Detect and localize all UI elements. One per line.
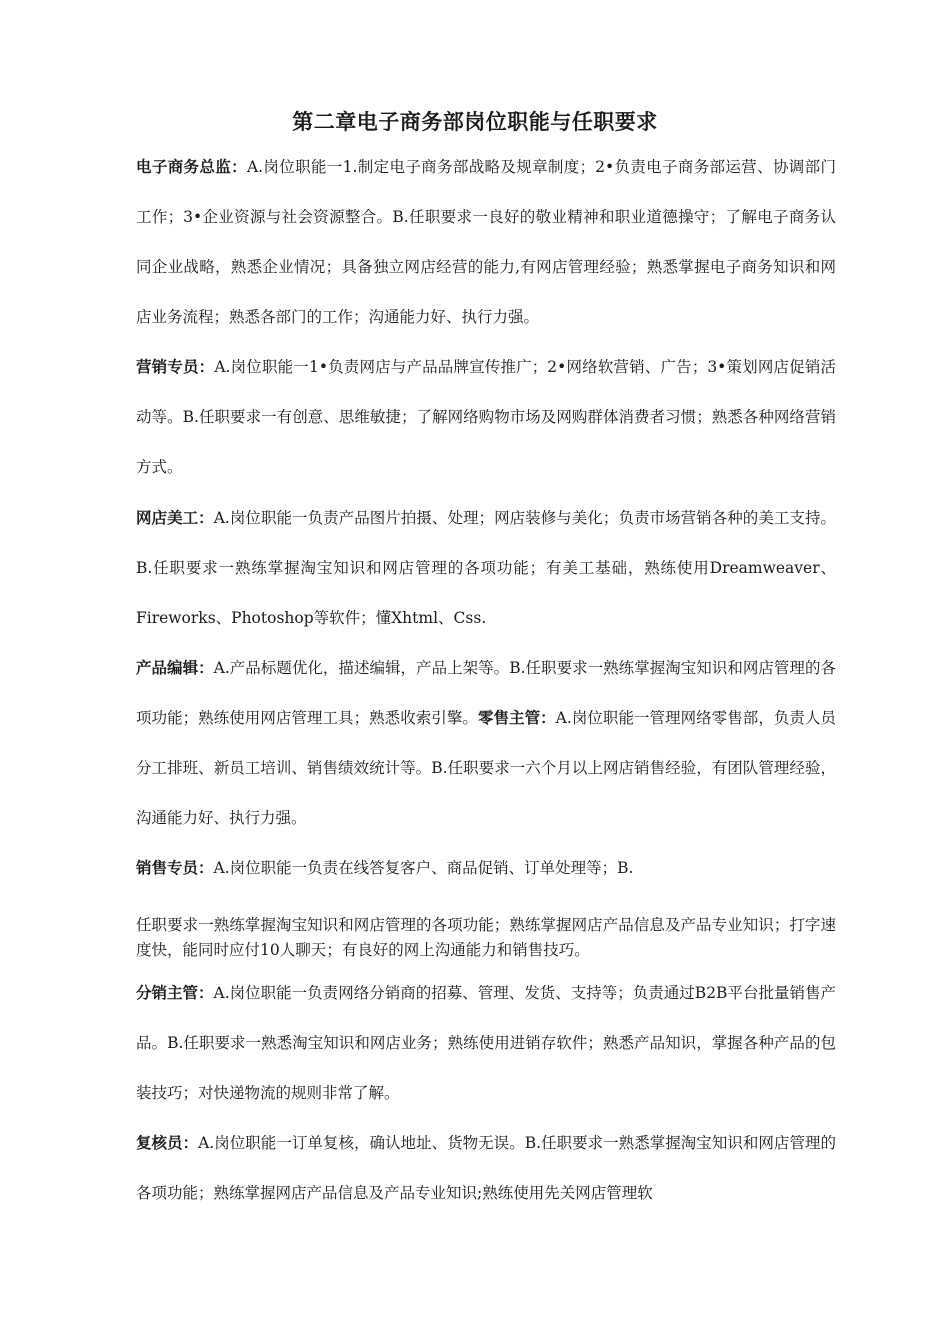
section-store-designer [136, 493, 836, 643]
section-label: 营销专员： [136, 357, 215, 376]
section-body: A.岗位职能一1•负责网店与产品品牌宣传推广；2•网络软营销、广告；3•策划网店促销活动等。B.任职要求一有创意、思维敏捷；了解网络购物市场及网购群体消费者习惯；熟悉各种网络营销方式。 [136, 358, 836, 476]
section-ecommerce-director [136, 142, 836, 342]
section-sales-requirements [136, 913, 836, 963]
section-sales-specialist [136, 843, 836, 893]
section-product-editor [136, 643, 836, 843]
section-label: 销售专员： [136, 858, 214, 877]
section-label: 产品编辑： [136, 658, 214, 677]
page-title: 第二章电子商务部岗位职能与任职要求 [292, 109, 658, 134]
section-body-retail-manager: A.岗位职能一管理网络零售部，负责人员分工排班、新员工培训、销售绩效统计等。B.任职要求一六个月以上网店销售经验，有团队管理经验，沟通能力好、执行力强。 [136, 709, 836, 827]
section-label: 电子商务总监： [136, 157, 247, 176]
section-body: A.岗位职能一负责产品图片拍摄、处理；网店装修与美化；负责市场营销各种的美工支持。B.任职要求一熟练掌握淘宝知识和网店管理的各项功能；有美工基础，熟练使用Dreamweaver、Fireworks、Photoshop等软件；懂Xhtml、Css. [136, 509, 836, 627]
section-body: 任职要求一熟练掌握淘宝知识和网店管理的各项功能；熟练掌握网店产品信息及产品专业知识；打字速度快，能同时应付10人聊天；有良好的网上沟通能力和销售技巧。 [136, 916, 836, 959]
section-body: A.产品标题优化，描述编辑，产品上架等。B.任职要求一熟练掌握淘宝知识和网店管理的各项功能；熟练使用网店管理工具；熟悉收索引擎。 [136, 659, 836, 727]
section-body: A.岗位职能一负责在线答复客户、商品促销、订单处理等；B. [213, 859, 634, 877]
section-reviewer [136, 1118, 836, 1218]
section-label-retail-manager: 零售主管： [477, 708, 556, 727]
section-body: A.岗位职能一1.制定电子商务部战略及规章制度；2•负责电子商务部运营、协调部门工作；3•企业资源与社会资源整合。B.任职要求一良好的敬业精神和职业道德操守；了解电子商务认同企业战略，熟悉企业情况；具备独立网店经营的能力,有网店管理经验；熟悉掌握电子商务知识和网店业务流程；熟悉各部门的工作；沟通能力好、执行力强。 [136, 158, 836, 326]
section-body: A.岗位职能一订单复核，确认地址、货物无误。B.任职要求一熟悉掌握淘宝知识和网店管理的各项功能；熟练掌握网店产品信息及产品专业知识;熟练使用先关网店管理软 [136, 1134, 836, 1202]
section-distribution-manager [136, 968, 836, 1118]
section-label: 复核员： [136, 1133, 199, 1152]
section-label: 网店美工： [136, 508, 214, 527]
section-label: 分销主管： [136, 983, 214, 1002]
section-body: A.岗位职能一负责网络分销商的招募、管理、发货、支持等；负责通过B2B平台批量销售产品。B.任职要求一熟悉淘宝知识和网店业务；熟练使用进销存软件；熟悉产品知识，掌握各种产品的包装技巧；对快递物流的规则非常了解。 [136, 984, 836, 1102]
section-marketing-specialist [136, 342, 836, 492]
